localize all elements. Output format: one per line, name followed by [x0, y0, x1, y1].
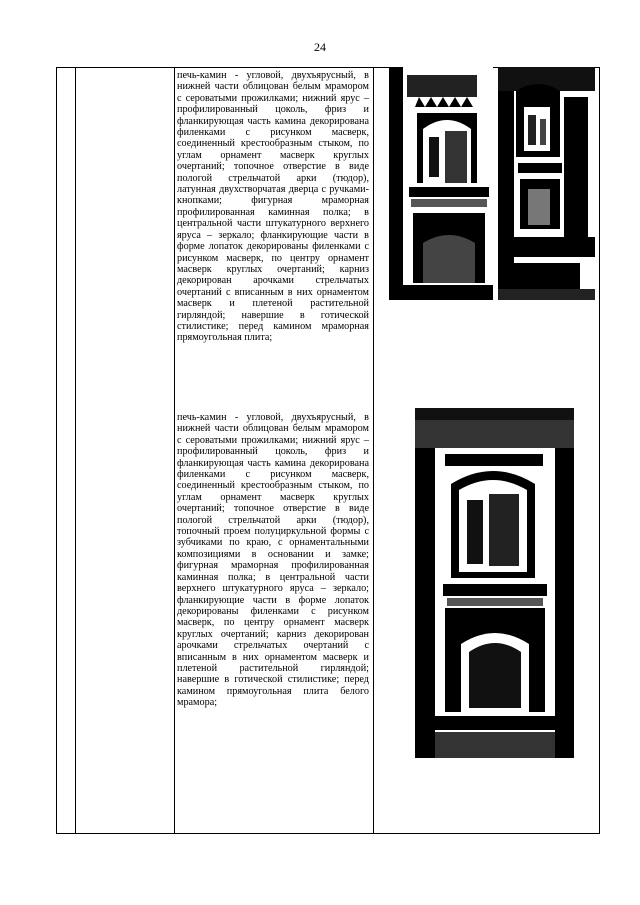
table-bottom-border: [56, 833, 600, 834]
table-col-divider-2: [174, 67, 175, 834]
table-border-right: [599, 67, 600, 834]
table-col-divider-3: [373, 67, 374, 834]
table-border-left: [56, 67, 57, 834]
document-table: [56, 67, 600, 834]
fireplace-description-2: печь-камин - угловой, двухъярусный, в нижней части облицован белым мрамором с сероватыми прожилками; нижний ярус – профилированный цоколь, фриз и фланкирующая часть камина декорирована филенками с рисунком масверк, соединенный крестообразным стыком, по углам орнамент масверк круглых очертаний; топочное отверстие в виде пологой стрельчатой арки (тюдор), топочный проем полуциркульной формы с зубчиками по краю, с орнаментальными композициями в основании и замке; фигурная мраморная профилированная каминная полка; в центральной части верхнего штукатурного яруса – зеркало; фланкирующие части в форме лопаток декорированы филенками с рисунком масверк, по центру орнамент масверк круглых очертаний; карниз декорирован арочками стрельчатых очертаний с вписанным в них орнаментом масверк и плетеной растительной гирляндой; навершие в готической стилистике; перед камином прямоугольная плита белого мрамора;: [177, 412, 369, 709]
page-number: 24: [314, 40, 326, 54]
fireplace-description-1: печь-камин - угловой, двухъярусный, в нижней части облицован белым мрамором с сероватыми прожилками; нижний ярус – профилированный цоколь, фриз и фланкирующая часть камина декорирована филенками с рисунком масверк, соединенный крестообразным стыком, по углам орнамент масверк круглых очертаний; топочное отверстие в виде пологой стрельчатой арки (тюдор), латунная двухстворчатая дверца с ручками-кнопками; фигурная мраморная профилированная каминная полка; в центральной части штукатурного верхнего яруса – зеркало; фланкирующие части в форме лопаток декорированы филенками с рисунком масверк, по центру орнамент масверк круглых очертаний; карниз декорирован арочками стрельчатых очертаний с вписанным в них орнаментом масверк и плетеной растительной гирляндой; навершие в готической стилистике; перед камином мраморная прямоугольная плита;: [177, 70, 369, 344]
fireplace-photo-1a: [389, 67, 493, 300]
table-col-divider-1: [75, 67, 76, 834]
fireplace-photo-2: [415, 408, 574, 758]
fireplace-photo-1b: [498, 67, 595, 300]
